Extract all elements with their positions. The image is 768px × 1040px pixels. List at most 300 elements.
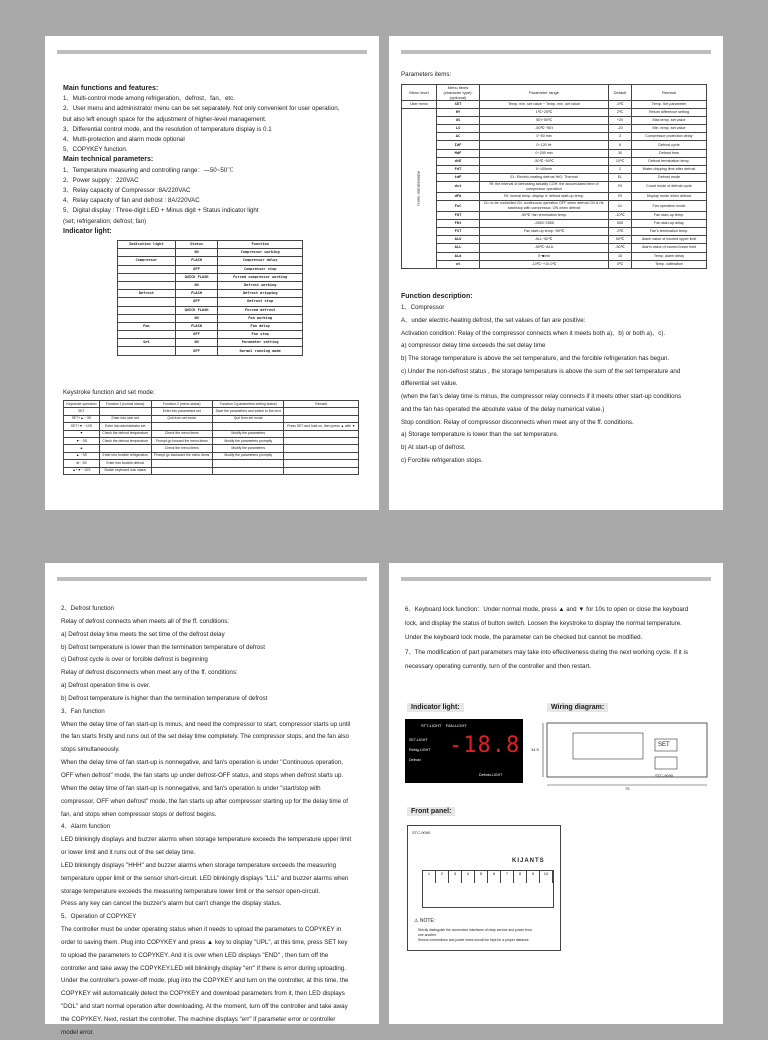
function-line: (when the fan's delay time is minus, the compressor relay connects if it meets other start-up conditions	[401, 393, 682, 401]
parameters-table	[401, 84, 707, 269]
parameter-cell: -5℃	[609, 228, 632, 236]
wiring-model-label: STC-9090	[655, 773, 674, 778]
parameter-cell: 3	[609, 133, 632, 141]
indicator-group-cell	[118, 331, 176, 339]
terminal-number: 8	[514, 871, 527, 883]
terminal-number: 6	[488, 871, 501, 883]
body-line: model error.	[61, 1028, 95, 1036]
indicator-status-cell: ON	[175, 249, 218, 257]
body-line: 6、Keyboard lock function：Under normal mode, press ▲ and ▼ for 10s to open or close the keyboard	[405, 606, 689, 613]
table-row	[64, 467, 359, 474]
function-line: b) At start-up of defrost.	[401, 443, 466, 451]
function-line: 1、Compressor	[401, 304, 445, 312]
body-line: a) Defrost operation time is over.	[61, 682, 151, 690]
table-row	[402, 212, 707, 220]
indicator-status-cell: ON	[175, 314, 218, 322]
indicator-function-cell: Forced defrost	[218, 306, 303, 314]
table-row	[64, 408, 359, 415]
indicator-group-cell: Fan	[118, 322, 176, 330]
parameter-cell: AC	[437, 133, 480, 141]
keystroke-cell: Enter into forcible defrost	[99, 460, 151, 467]
parameter-cell: 0℃	[609, 260, 632, 268]
parameter-cell: MdF	[437, 149, 480, 157]
indicator-table	[117, 240, 303, 356]
param-col-default: Default	[609, 85, 632, 101]
table-row	[402, 133, 707, 141]
body-line: c) Defrost cycle is over or forcible defrost is beginning	[61, 656, 208, 664]
body-line: stops simultaneously.	[61, 746, 120, 754]
indicator-group-cell	[118, 314, 176, 322]
keystroke-cell: Press SET and hold on, then press ▲ with ▼	[284, 423, 359, 430]
table-row	[118, 314, 303, 322]
indicator-label-defrost-light: Defrost-LIGHT	[479, 773, 503, 777]
parameter-cell: Rt: normal temp. display it: defrost start-up temp.	[480, 192, 609, 200]
parameter-cell: 30	[609, 149, 632, 157]
keystroke-cell: Modify the parameters promptly	[212, 437, 284, 444]
parameter-cell: Fan start-up delay	[632, 220, 707, 228]
parameter-cell: dct	[437, 181, 480, 192]
feature-line: but also left enough space for the adjustment of higher-level management.	[63, 115, 267, 123]
body-line: LED blinkingly displays "HHH" and buzzer alarms when storage temperature exceeds the measuring	[61, 861, 337, 869]
indicator-function-cell: Fan working	[218, 314, 303, 322]
table-row	[118, 322, 303, 330]
menu-level-admin	[402, 109, 437, 269]
keystroke-cell: Quit from set mode	[151, 415, 212, 422]
parameter-cell: Fan start-up temp.~50℃	[480, 228, 609, 236]
keystroke-heading: Keystroke function and set mode:	[63, 389, 155, 396]
page-rule	[401, 577, 711, 581]
parameter-cell: ALL~50℃	[480, 236, 609, 244]
keystroke-header-cell: Function 2 (menu status)	[151, 401, 212, 408]
keystroke-cell: ▲···3S	[64, 452, 100, 459]
parameter-cell: ALU	[437, 236, 480, 244]
body-line: fan, and stops when compressor stops or defrost begins.	[61, 810, 217, 818]
parameter-cell: Temp. min. set value ~ Temp. min. set value	[480, 101, 609, 109]
menu-level-user: User menu	[402, 101, 437, 109]
parameter-cell: Cn	[609, 201, 632, 212]
parameter-cell: ot	[437, 260, 480, 268]
table-row	[402, 220, 707, 228]
page-rule	[57, 50, 367, 54]
keystroke-cell: Enter into parameters set	[151, 408, 212, 415]
parameter-cell: ALL	[437, 244, 480, 252]
indicator-status-cell: OFF	[175, 265, 218, 273]
table-row	[402, 157, 707, 165]
feature-line: 1、Multi-control mode among refrigeration、defrost、fan、etc.	[63, 95, 235, 103]
terminal-number: 5	[475, 871, 488, 883]
keystroke-cell	[284, 445, 359, 452]
indicator-group-cell	[118, 249, 176, 257]
indicator-status-cell: ON	[175, 339, 218, 347]
body-line: The controller must be under operating status when it needs to upload the parameters to COPYKEY in	[61, 926, 342, 934]
menu-level-admin-label: Administrator menu	[416, 171, 422, 206]
parameter-cell: FST	[437, 228, 480, 236]
keystroke-cell	[99, 408, 151, 415]
indicator-label-set: SET-LIGHT	[409, 738, 428, 742]
parameter-cell: Count mode of defrost cycle	[632, 181, 707, 192]
tech-heading: Main technical parameters:	[63, 156, 154, 164]
feature-line: 3、Differential control mode, and the resolution of temperature display is 0.1	[63, 125, 272, 133]
parameter-cell: Defrost mode	[632, 173, 707, 181]
indicator-header-cell: Status	[175, 241, 218, 249]
params-heading: Parameters items:	[401, 71, 452, 78]
parameter-cell: Defrost termination temp.	[632, 157, 707, 165]
function-line: a) compressor delay time exceeds the set delay time	[401, 342, 546, 350]
parameter-cell: Fan's termination temp.	[632, 228, 707, 236]
note-line: Sensor connections and power wires should be kept for a proper distance.	[418, 938, 530, 942]
feature-line: 2、User menu and administrator menu can be set separately. Not only convenient for user operation,	[63, 105, 340, 113]
keystroke-cell	[212, 467, 284, 474]
table-row	[64, 437, 359, 444]
warning-icon: ⚠	[414, 918, 419, 924]
wiring-dimension-width: 75	[625, 786, 630, 791]
body-line: COPYKEY will automatically detect the COPYKEY and download parameters from it, then LED displays	[61, 990, 345, 998]
body-line: controller and take away the COPYKEY.LED will blinkingly display "err" if there is error during uploading.	[61, 964, 346, 972]
indicator-label-defrost: Defrost	[409, 758, 421, 762]
front-panel-title: Front panel:	[407, 807, 455, 816]
indicator-status-cell: FLASH	[175, 257, 218, 265]
parameter-cell: Fan operation mode	[632, 201, 707, 212]
body-line: temperature upper limit or the sensor short-circuit. LED blinkingly displays "LLL" and buzzer alarms when	[61, 874, 349, 882]
table-row	[64, 452, 359, 459]
body-line: Relay of defrost disconnects when meet any of the ff. conditions:	[61, 669, 238, 677]
table-row	[118, 281, 303, 289]
function-line: c) Forcible refrigeration stops.	[401, 456, 483, 464]
indicator-status-cell: FLASH	[175, 290, 218, 298]
keystroke-cell	[151, 460, 212, 467]
parameter-cell: Display mode when defrost	[632, 192, 707, 200]
keystroke-cell: ▼···3S	[64, 437, 100, 444]
parameter-cell: -50℃~50℃	[480, 157, 609, 165]
body-line: lock, and display the status of button switch. Loosen the keystroke to display the normal temperature.	[405, 620, 682, 628]
panel-model: STC-9090	[412, 830, 431, 835]
function-line: a) Storage temperature is lower than the set temperature.	[401, 431, 559, 439]
indicator-heading: Indicator light:	[63, 227, 112, 235]
keystroke-cell: Modify the parameters	[212, 445, 284, 452]
keystroke-header-cell: Remark	[284, 401, 359, 408]
led-digits: -18.8	[449, 733, 521, 758]
table-row	[402, 252, 707, 260]
indicator-label-refrig: Refrig-LIGHT	[409, 748, 431, 752]
keystroke-cell	[212, 423, 284, 430]
body-line: b) Defrost temperature is lower than the termination temperature of defrost	[61, 643, 265, 651]
parameter-cell: tdF	[437, 173, 480, 181]
terminal-number: 3	[449, 871, 462, 883]
parameter-cell: Rt	[609, 192, 632, 200]
parameter-cell: Rt: the interval of defrosting actually COH: the accumulated time of compressor operation	[480, 181, 609, 192]
note-title: ⚠ NOTE:	[414, 918, 436, 924]
table-row	[402, 201, 707, 212]
parameter-cell: -10℃	[609, 212, 632, 220]
body-line: compressor, OFF when defrost" mode, the fan starts up after compressor starting up for the delay time of	[61, 797, 348, 805]
keystroke-cell	[284, 408, 359, 415]
indicator-status-cell: ON	[175, 281, 218, 289]
body-line: b) Defrost temperature is higher than the termination temperature of defrost	[61, 694, 268, 702]
note-line: one another.	[418, 933, 437, 937]
param-col-item: Menu items (character type):(optional)	[437, 85, 480, 101]
table-row	[402, 141, 707, 149]
terminal-number: 9	[527, 871, 540, 883]
terminal-number: 2	[436, 871, 449, 883]
indicator-label-stt: STT-LIGHT	[421, 723, 442, 728]
function-line: c) Under the non-defrost status , the storage temperature is above the sum of the set temperature and	[401, 367, 681, 375]
keystroke-cell: Check the menu items	[151, 445, 212, 452]
page-rule	[57, 577, 367, 581]
parameter-cell: Min. temp. set value	[632, 125, 707, 133]
keystroke-cell: SET	[64, 408, 100, 415]
indicator-function-cell: Defrost stop	[218, 298, 303, 306]
parameter-cell: ALd	[437, 252, 480, 260]
keystroke-cell: SET+▼···10S	[64, 423, 100, 430]
body-line: a) Defrost delay time meets the set time of the defrost delay	[61, 630, 225, 638]
parameter-cell: FdT	[437, 165, 480, 173]
tech-param-line: (set; refrigeration; defrost; fan)	[63, 217, 147, 225]
parameter-cell: -50℃~fan termination temp.	[480, 212, 609, 220]
parameter-cell: US	[437, 117, 480, 125]
parameter-cell: 2	[609, 165, 632, 173]
parameter-cell: IdF	[437, 141, 480, 149]
wiring-set-label: SET	[658, 742, 670, 748]
terminal-number: 10	[540, 871, 553, 883]
parameter-cell: 655	[609, 220, 632, 228]
keystroke-cell	[151, 423, 212, 430]
table-row	[402, 236, 707, 244]
indicator-function-cell: Fan stop	[218, 331, 303, 339]
parameter-cell: Temp. alarm delay	[632, 252, 707, 260]
indicator-function-cell: Compressor delay	[218, 257, 303, 265]
body-line: storage temperature exceeds the measuring temperature lower limit or the sensor open-circuit.	[61, 887, 320, 895]
function-line: b) The storage temperature is above the set temperature, and the forcible refrigeration has begun.	[401, 355, 670, 363]
table-row	[118, 249, 303, 257]
indicator-group-cell	[118, 306, 176, 314]
parameter-cell: 0~100min	[480, 165, 609, 173]
body-line: the fan starts firstly and runs out of the set delay time completely. The compressor stops, and the fan also	[61, 733, 349, 741]
table-row	[402, 260, 707, 268]
parameter-cell: +20	[609, 117, 632, 125]
parameter-cell: Defrost time	[632, 149, 707, 157]
body-line: Relay of defrost connects when meets all of the ff. conditions:	[61, 617, 230, 625]
parameter-cell: -50℃	[609, 244, 632, 252]
indicator-function-cell: Forced compressor working	[218, 273, 303, 281]
body-line: to upload the parameters to COPYKEY. And it is over when LED displays "END" , then turn off the	[61, 951, 329, 959]
keystroke-cell	[284, 460, 359, 467]
indicator-light-title: Indicator light:	[407, 703, 464, 712]
parameter-cell: 0~50 min	[480, 133, 609, 141]
page-1	[45, 36, 379, 510]
body-line: OFF when defrost" mode, the fan starts up under defrost-OFF status, and stops when defrost starts up.	[61, 771, 344, 779]
parameter-cell: -2555~2555	[480, 220, 609, 228]
wiring-diagram-title: Wiring diagram:	[547, 703, 608, 712]
indicator-group-cell: Defrost	[118, 290, 176, 298]
indicator-header-cell: Function	[218, 241, 303, 249]
keystroke-header-cell: Function 1(normal status)	[99, 401, 151, 408]
table-row	[64, 430, 359, 437]
parameter-cell: 2℃	[609, 109, 632, 117]
parameter-cell: 6	[609, 141, 632, 149]
indicator-function-cell: Defrost dripping	[218, 290, 303, 298]
indicator-group-cell: Compressor	[118, 257, 176, 265]
parameter-cell: Return difference setting	[632, 109, 707, 117]
keystroke-table	[63, 400, 359, 475]
keystroke-cell: Check the menu items	[151, 430, 212, 437]
table-row	[118, 290, 303, 298]
keystroke-cell: Enter into administrator set	[99, 423, 151, 430]
keystroke-cell: Save the parameters and switch to the next	[212, 408, 284, 415]
wiring-dimension-height: 34.5	[531, 747, 539, 752]
terminal-number: 7	[501, 871, 514, 883]
parameter-cell: 0~120 Hr	[480, 141, 609, 149]
indicator-function-cell: Compressor working	[218, 249, 303, 257]
indicator-header-cell: Indication light	[118, 241, 176, 249]
table-row	[118, 257, 303, 265]
body-line: Under the controller's power-off mode, plug into the COPYKEY and turn on the controller, at this time, the	[61, 977, 349, 985]
parameter-cell: FnC	[437, 201, 480, 212]
table-row	[118, 265, 303, 273]
keystroke-cell: Modify the parameters	[212, 430, 284, 437]
keystroke-cell: Switch keyboard lock status	[99, 467, 151, 474]
parameter-cell: 15	[609, 252, 632, 260]
table-row	[402, 109, 707, 117]
tech-param-line: 2、Power supply：220VAC	[63, 176, 139, 184]
indicator-function-cell: Normal running mode	[218, 347, 303, 355]
keystroke-cell	[284, 452, 359, 459]
table-row	[402, 181, 707, 192]
page-rule	[401, 50, 711, 54]
parameter-cell: 10℃	[609, 157, 632, 165]
parameter-cell: Alarm value of exceed upper limit	[632, 236, 707, 244]
keystroke-cell: ▲	[64, 445, 100, 452]
keystroke-cell	[284, 437, 359, 444]
table-row	[118, 306, 303, 314]
body-line: Press any key can cancel the buzzer's alarm but can't change the display status.	[61, 900, 282, 908]
param-col-range: Parameter range	[480, 85, 609, 101]
features-heading: Main functions and features:	[63, 85, 159, 92]
indicator-status-cell: OFF	[175, 331, 218, 339]
terminal-number: 4	[462, 871, 475, 883]
body-line: the COPYKEY. Next, restart the controller. The machine displays "err" if parameter error or controller	[61, 1016, 336, 1023]
body-line: order to saving them. Plug into COPYKEY and press ▲ key to display "UPL", at this time, press SET key	[61, 938, 348, 946]
table-row	[402, 149, 707, 157]
table-row	[402, 244, 707, 252]
function-heading: Function description:	[401, 293, 473, 300]
indicator-group-cell	[118, 273, 176, 281]
keystroke-cell	[212, 460, 284, 467]
body-line: When the delay time of fan start-up is minus, and need the compressor to start, compressor starts up until	[61, 720, 351, 728]
indicator-label-fan: FAN-LIGHT	[445, 723, 467, 728]
parameter-cell: Fan start-up temp.	[632, 212, 707, 220]
keystroke-cell: Enter into forcible refrigeration	[99, 452, 151, 459]
tech-param-line: 5、Digital display : Three-digit LED + Minus digit + Status indicator light	[63, 207, 259, 215]
table-row	[118, 273, 303, 281]
indicator-status-cell: QUICK FLASH	[175, 306, 218, 314]
feature-line: 4、Multi-protection and alarm mode optional	[63, 136, 185, 144]
body-line: 3、Fan function	[61, 707, 105, 715]
page-2	[389, 36, 723, 510]
indicator-function-cell: Fan delay	[218, 322, 303, 330]
parameter-cell: Rt	[609, 181, 632, 192]
parameter-cell: 0~255 min	[480, 149, 609, 157]
function-line: and the fan has operated the absolute value of the delay numerical value.)	[401, 405, 605, 413]
keystroke-cell	[151, 467, 212, 474]
keystroke-cell: ▲+▼···10S	[64, 467, 100, 474]
table-row	[402, 165, 707, 173]
table-row	[402, 228, 707, 236]
parameter-cell: Cn: to be controlled On: continuous operation OFF when defrost CN & rN: start/stop with compressor, ON when defrost	[480, 201, 609, 212]
body-line: When the delay time of fan start-up is nonnegative, and fan's operation is under "start/stop with	[61, 784, 321, 792]
parameter-cell: -50℃~SEt	[480, 125, 609, 133]
keystroke-cell: ▼	[64, 430, 100, 437]
body-line: necessary operating currently, turn of the controller and then restart.	[405, 662, 591, 670]
table-row	[118, 339, 303, 347]
terminal-block	[422, 870, 554, 908]
feature-line: 5、COPYKEY function.	[63, 146, 128, 154]
front-panel-diagram	[407, 825, 561, 951]
parameter-cell: 1℃~25℃	[480, 109, 609, 117]
parameter-cell: FOT	[437, 212, 480, 220]
parameter-cell: Temp. calibration	[632, 260, 707, 268]
parameter-cell: HY	[437, 109, 480, 117]
parameter-cell: FDt	[437, 220, 480, 228]
body-line: 7、The modification of part parameters may take into effectiveness during the next working cycle. If it is	[405, 648, 688, 656]
keystroke-cell: ⊕···3S	[64, 460, 100, 467]
table-row	[402, 101, 707, 109]
tech-param-line: 4、Relay capacity of fan and defrost : 8A/220VAC	[63, 197, 200, 205]
keystroke-cell: Enter into user set	[99, 415, 151, 422]
function-line: Activation condition: Relay of the compressor connects when it meets both a)、b) or both a)、c).	[401, 329, 666, 337]
indicator-status-cell: FLASH	[175, 322, 218, 330]
parameter-cell: dFd	[437, 192, 480, 200]
body-line: Under the keyboard lock mode, the parameter can be checked but cannot be modified.	[405, 634, 643, 642]
function-line: differential set value.	[401, 380, 458, 388]
keystroke-cell	[99, 445, 151, 452]
page-3	[45, 563, 379, 1036]
function-line: A、under electric-heating defrost, the set values of fan are positive:	[401, 316, 586, 324]
parameter-cell: 0~■min	[480, 252, 609, 260]
table-row	[402, 125, 707, 133]
led-display-panel	[405, 719, 523, 783]
note-line: Strictly distinguish the connection interfaces of relay service and power from	[418, 928, 533, 932]
keystroke-cell	[284, 467, 359, 474]
keystroke-cell: Check the defrost temperature	[99, 430, 151, 437]
tech-param-line: 1、Temperature measuring and controlling range：—50~50℃	[63, 166, 234, 174]
terminal-number: 1	[423, 871, 436, 883]
keystroke-cell: Quit from set mode	[212, 415, 284, 422]
parameter-cell: Max.temp. set value	[632, 117, 707, 125]
indicator-function-cell: Defrost working	[218, 281, 303, 289]
table-row	[118, 331, 303, 339]
parameter-cell: EL	[609, 173, 632, 181]
table-row	[64, 423, 359, 430]
keystroke-cell: SET+▲···3S	[64, 415, 100, 422]
body-line: LED blinkingly displays and buzzer alarms when storage temperature exceeds the temperature upper limit	[61, 836, 352, 844]
keystroke-cell	[284, 430, 359, 437]
table-row	[402, 117, 707, 125]
indicator-status-cell: OFF	[175, 347, 218, 355]
body-line: 2、Defrost function	[61, 605, 114, 612]
parameter-cell: -50℃~ALU	[480, 244, 609, 252]
table-row	[118, 347, 303, 355]
parameter-cell: -10℃~+10.0℃	[480, 260, 609, 268]
table-row	[402, 192, 707, 200]
indicator-status-cell: QUICK FLASH	[175, 273, 218, 281]
parameter-cell: Temp. Set parameter	[632, 101, 707, 109]
table-row	[64, 415, 359, 422]
parameter-cell: dtE	[437, 157, 480, 165]
wiring-diagram	[537, 717, 717, 791]
keystroke-cell	[284, 415, 359, 422]
indicator-status-cell: OFF	[175, 298, 218, 306]
keystroke-cell: Modify the parameters promptly	[212, 452, 284, 459]
